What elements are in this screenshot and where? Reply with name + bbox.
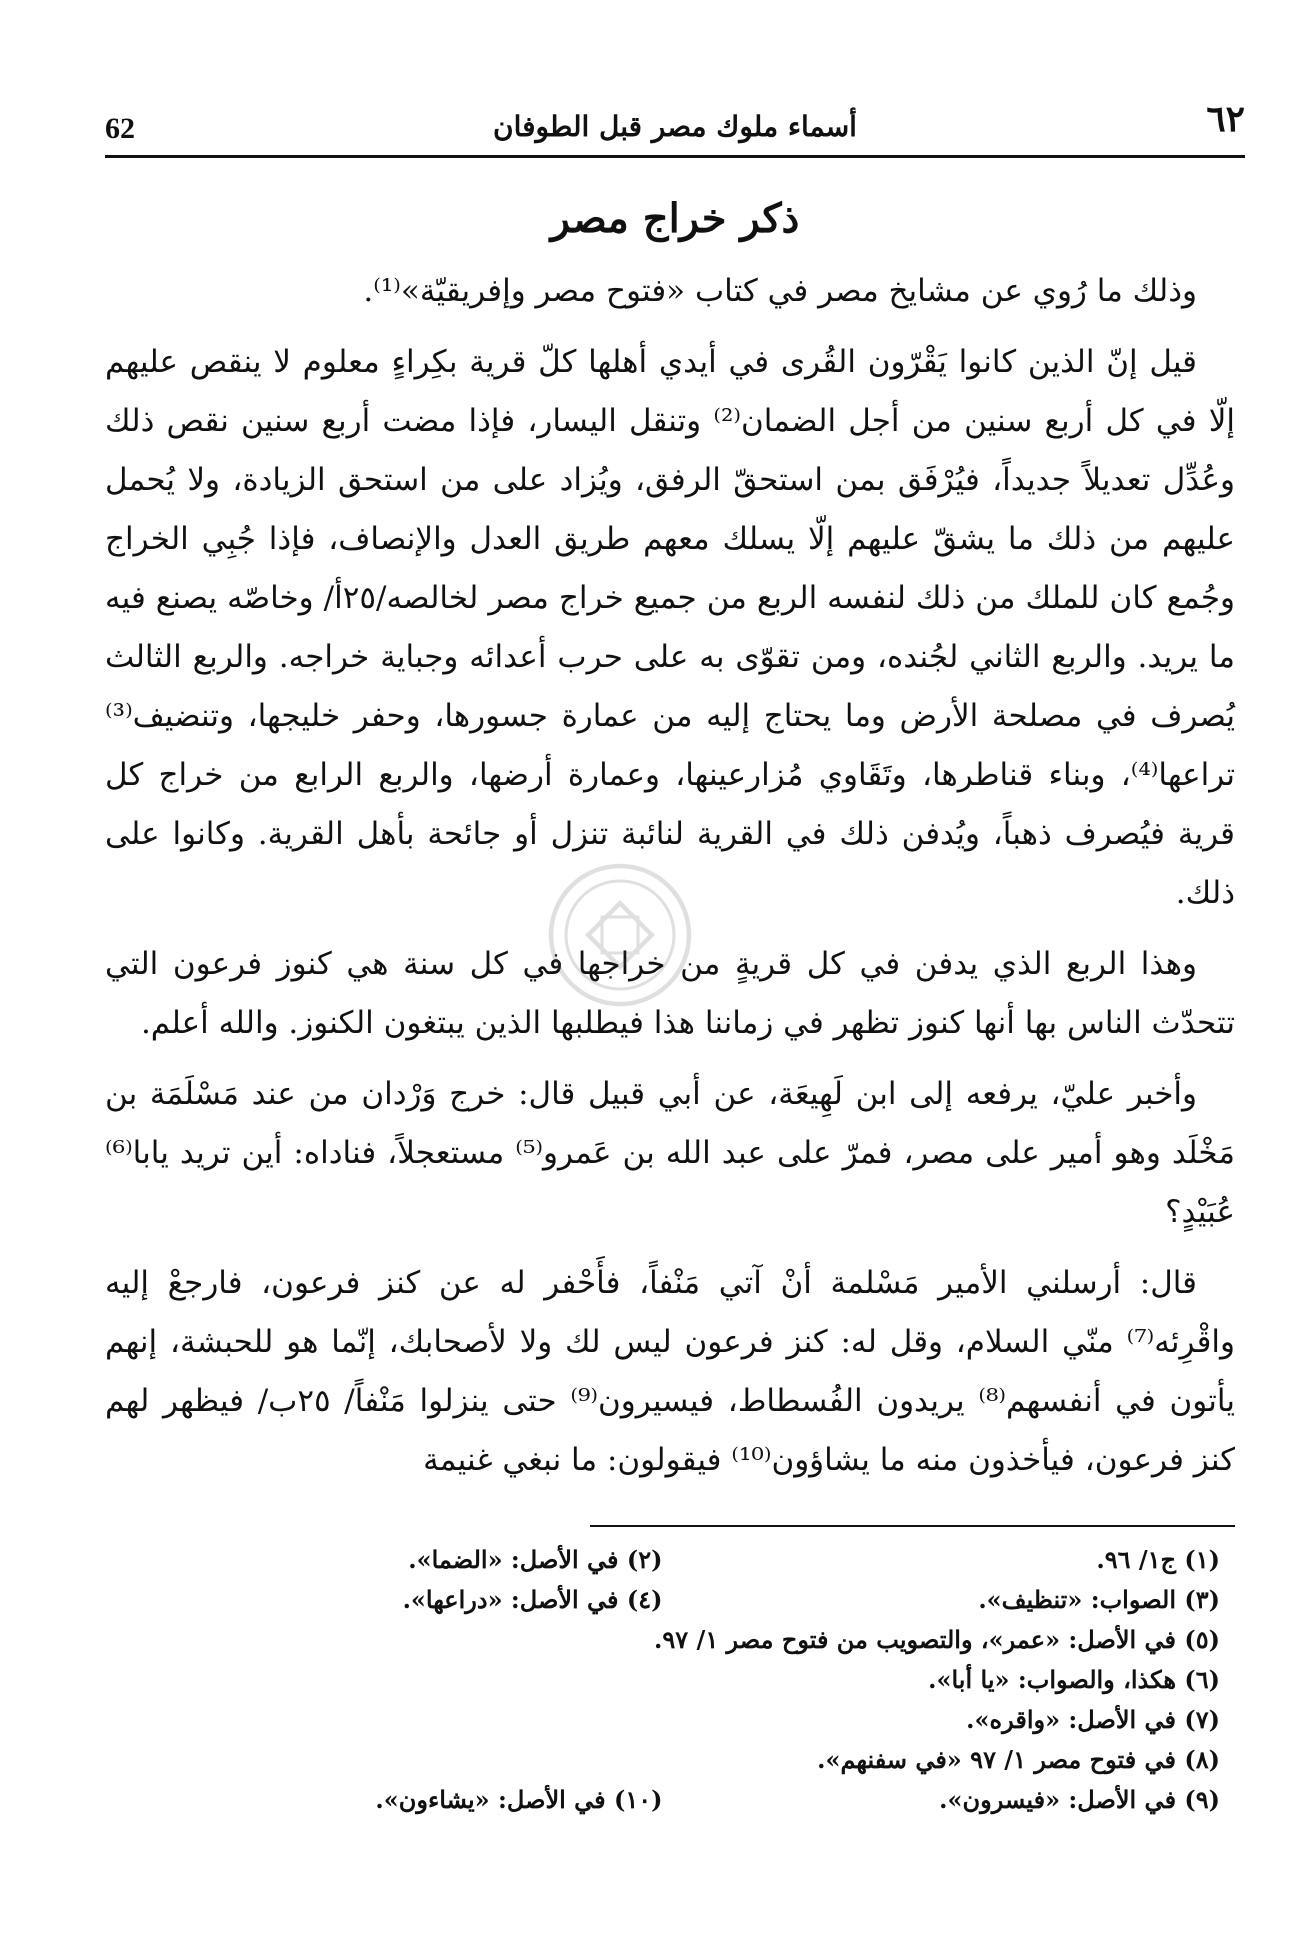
page-number-arabic: ٦٢	[1206, 98, 1245, 140]
footnote: (١) ج١/ ٩٦.	[1096, 1545, 1220, 1574]
header-rule	[105, 155, 1245, 158]
footnote: (١٠) في الأصل: «يشاءون».	[375, 1785, 663, 1814]
footnote: (٧) في الأصل: «واقره».	[966, 1705, 1220, 1734]
footnote: (٥) في الأصل: «عمر»، والتصويب من فتوح مصر ١/ ٩٧.	[654, 1625, 1220, 1654]
footnote: (٤) في الأصل: «دراعها».	[402, 1585, 663, 1614]
footnote: (٣) الصواب: «تنظيف».	[978, 1585, 1220, 1614]
library-seal-watermark	[545, 860, 695, 1010]
paragraph: قيل إنّ الذين كانوا يَقْرّون القُرى في أيدي أهلها كلّ قرية بكِراءٍ معلوم لا ينقص عليهم إلّا في كل أربع سنين من أجل الضمان⁽²⁾ وتنقل اليسار، فإذا مضت أربع سنين نقص ذلك وعُدِّل تعديلاً جديداً، فيُرْفَق بمن استحقّ الرفق، ويُزاد على من استحق الزيادة، ولا يُحمل عليهم من ذلك ما يشقّ عليهم إلّا يسلك معهم طريق العدل والإنصاف، فإذا جُبِي الخراج وجُمع كان للملك من ذلك لنفسه الربع من جميع خراج مصر لخالصه/٢٥أ/ وخاصّه يصنع فيه ما يريد. والربع الثاني لجُنده، ومن تقوّى به على حرب أعدائه وجباية خراجه. والربع الثالث يُصرف في مصلحة الأرض وما يحتاج إليه من عمارة جسورها، وحفر خليجها، وتنضيف⁽³⁾ تراعها⁽⁴⁾، وبناء قناطرها، وتَقَاوي مُزارعينها، وعمارة أرضها، والربع الرابع من خراج كل قرية فيُصرف ذهباً، ويُدفن ذلك في القرية لنائبة تنزل أو جائحة بأهل القرية. وكانوا على ذلك.	[105, 344, 1235, 911]
paragraph: قال: أرسلني الأمير مَسْلمة أنْ آتي مَنْفاً، فأَحْفر له عن كنز فرعون، فارجعْ إليه واقْرِئه⁽⁷⁾ منّي السلام، وقل له: كنز فرعون ليس لك ولا لأصحابك، إنّما هو للحبشة، إنهم يأتون في أنفسهم⁽⁸⁾ يريدون الفُسطاط، فيسيرون⁽⁹⁾ حتى ينزلوا مَنْفاً/ ٢٥ب/ فيظهر لهم كنز فرعون، فيأخذون منه ما يشاؤون⁽¹⁰⁾ فيقولون: ما نبغي غنيمة	[105, 1265, 1235, 1478]
footnote: (٢) في الأصل: «الضما».	[408, 1545, 663, 1574]
section-title: ذكر خراج مصر	[550, 195, 800, 242]
footnote: (٩) في الأصل: «فيسرون».	[939, 1785, 1220, 1814]
paragraph: وهذا الربع الذي يدفن في كل قريةٍ من خراجها في كل سنة هي كنوز فرعون التي تتحدّث الناس بها أنها كنوز تظهر في زماننا هذا فيطلبها الذين يبتغون الكنوز. والله أعلم.	[105, 946, 1235, 1041]
page-header	[105, 90, 1245, 150]
paragraph: وأخبر عليّ، يرفعه إلى ابن لَهِيعَة، عن أبي قبيل قال: خرج وَرْدان من عند مَسْلَمَة بن مَخْلَد وهو أمير على مصر، فمرّ على عبد الله بن عَمرو⁽⁵⁾ مستعجلاً، فناداه: أين تريد يابا⁽⁶⁾ عُبَيْدٍ؟	[105, 1076, 1235, 1230]
page-number-latin: 62	[105, 112, 135, 145]
running-title: أسماء ملوك مصر قبل الطوفان	[493, 110, 857, 143]
footnote: (٦) هكذا، والصواب: «يا أبا».	[928, 1665, 1220, 1694]
footnotes	[105, 1540, 1220, 1820]
footnote-rule	[590, 1525, 1235, 1527]
paragraph: وذلك ما رُوي عن مشايخ مصر في كتاب «فتوح مصر وإفريقيّة»⁽¹⁾.	[363, 273, 1197, 309]
footnote: (٨) في فتوح مصر ١/ ٩٧ «في سفنهم».	[817, 1745, 1220, 1774]
